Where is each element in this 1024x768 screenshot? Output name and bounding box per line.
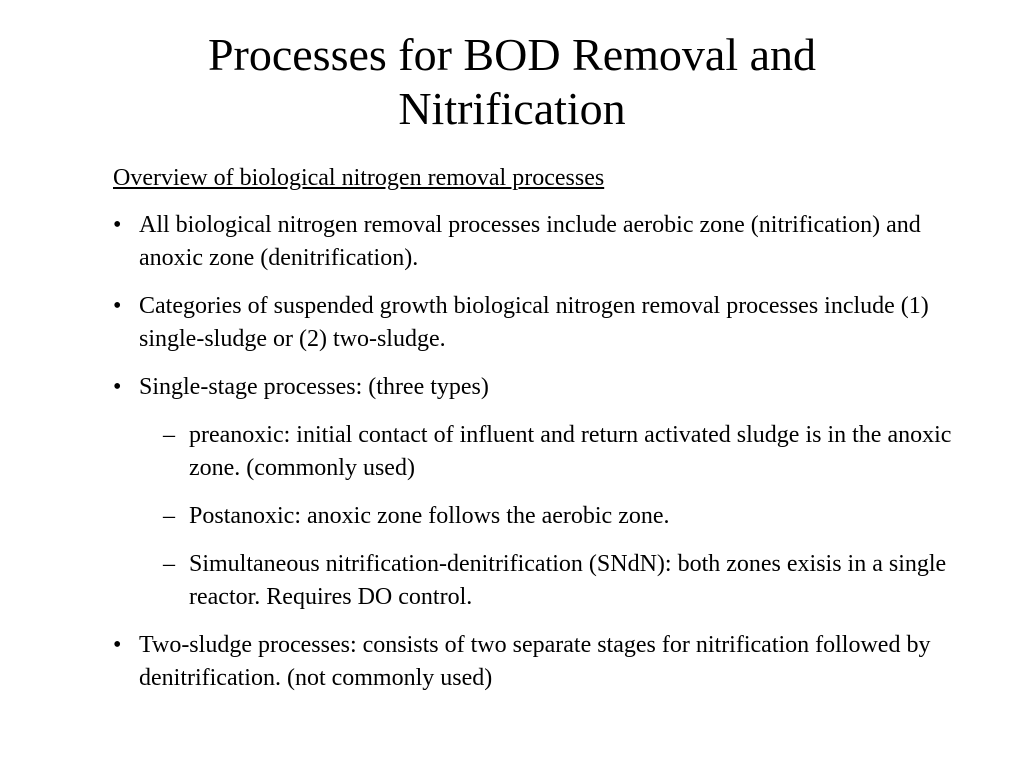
- sub-bullet-text: Simultaneous nitrification-denitrification (SNdN): both zones exisis in a single reactor. Requires DO control.: [189, 551, 947, 610]
- sub-bullet-text: Postanoxic: anoxic zone follows the aerobic zone.: [189, 503, 670, 529]
- bullet-item: [113, 629, 973, 695]
- sub-bullet-text: preanoxic: initial contact of influent and return activated sludge is in the anoxic zone. (commonly used): [189, 422, 952, 481]
- bullet-text: Two-sludge processes: consists of two separate stages for nitrification followed by denitrification. (not commonly used): [139, 632, 931, 691]
- dash-mark: –: [163, 503, 175, 529]
- bullet-item: [113, 209, 973, 275]
- slide-title-line-1: Processes for BOD Removal and: [207, 29, 817, 80]
- sub-bullet-item: [113, 500, 973, 533]
- bullet-mark: •: [113, 632, 122, 658]
- section-subtitle: Overview of biological nitrogen removal processes: [113, 165, 605, 191]
- bullet-mark: •: [113, 374, 122, 400]
- bullet-mark: •: [113, 212, 122, 238]
- dash-mark: –: [163, 551, 175, 577]
- slide-body: [113, 162, 973, 710]
- bullet-item: [113, 290, 973, 356]
- dash-mark: –: [163, 422, 175, 448]
- bullet-text: All biological nitrogen removal processes include aerobic zone (nitrification) and anoxic zone (denitrification).: [139, 212, 921, 271]
- slide-title: [0, 28, 1024, 136]
- bullet-mark: •: [113, 293, 122, 319]
- bullet-item: [113, 371, 973, 404]
- sub-bullet-item: [113, 548, 973, 614]
- slide-title-line-2: Nitrification: [398, 83, 626, 134]
- bullet-text: Categories of suspended growth biological nitrogen removal processes include (1) single-sludge or (2) two-sludge.: [139, 293, 929, 352]
- sub-bullet-item: [113, 419, 973, 485]
- bullet-text: Single-stage processes: (three types): [139, 374, 489, 400]
